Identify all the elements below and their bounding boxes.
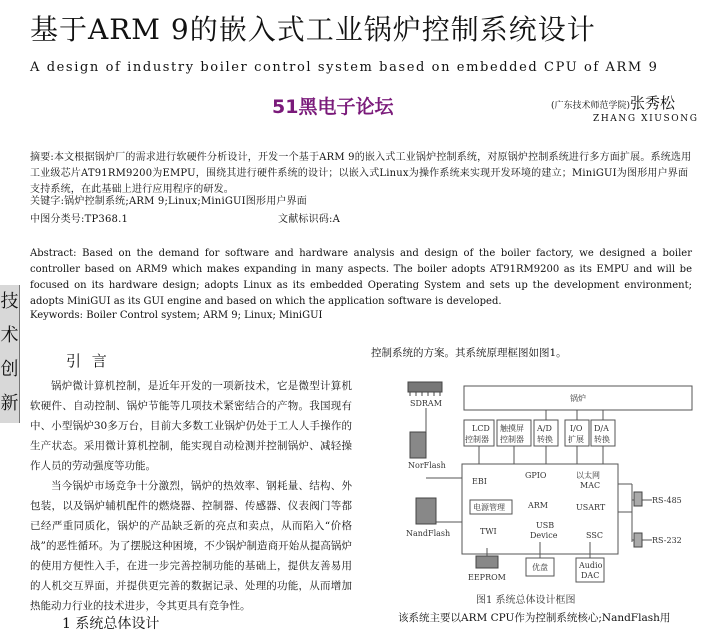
eeprom-chip-icon <box>476 556 498 568</box>
intro-paragraph: 当今锅炉市场竞争十分激烈，锅炉的热效率、钢耗量、结构、外包装，以及锅炉辅机配件的燃烧器、控制器、传感器、仪表阀门等都已经严重同质化，锅炉的产品缺乏新的亮点和卖点，从而陷入“价格战”的恶性循环。为了摆脱这种困境，不少锅炉制造商开始从提高锅炉的使用方便性入手，在进一步完善控制功能的基础上，提供友善易用的人机交互界面，并提供更完善的数据记录、处理的功能，从而增加热能动力行业的技术进步，令其更具有竞争性。 <box>30 480 352 612</box>
touch-controller-label: 控制器 <box>500 435 524 444</box>
abstract-cn <box>30 150 692 198</box>
keywords-en <box>30 310 323 321</box>
system-block-diagram <box>400 372 702 588</box>
rs485-connector-icon <box>634 492 642 506</box>
ebi-label: EBI <box>472 477 487 486</box>
intro-paragraph: 锅炉微计算机控制，是近年开发的一项新技术，它是微型计算机软硬件、自动控制、锅炉节能等几项技术紧密结合的产物。我国现有中、小型锅炉30多万台，目前大多数工业锅炉仍处于工人人手操作的生产状态。采用微计算机控制，能实现自动检测并控制锅炉、减轻操作人员的劳动强度等功能。 <box>30 380 352 472</box>
keywords-en-text: Boiler Control system; ARM 9; Linux; MiniGUI <box>86 310 323 321</box>
lcd-controller-box <box>464 420 494 446</box>
io-label: I/O <box>570 424 583 433</box>
keywords-cn-label: 关键字: <box>30 196 65 207</box>
abstract-cn-label: 摘要: <box>30 152 54 163</box>
touch-label: 触摸屏 <box>500 424 524 433</box>
side-tab-char: 新 <box>0 393 19 414</box>
udisk-label: 优盘 <box>532 563 548 572</box>
lcd-controller-label: 控制器 <box>465 435 489 444</box>
doc-code-value: A <box>332 214 341 225</box>
side-tab-char: 创 <box>0 359 19 380</box>
lcd-label: LCD <box>472 424 490 433</box>
da-convert-label: 转换 <box>594 435 610 444</box>
forum-watermark: 51黑电子论坛 <box>272 96 394 118</box>
paper-subtitle-en: A design of industry boiler control system based on embedded CPU of ARM 9 <box>30 60 659 75</box>
ssc-label: SSC <box>586 531 603 540</box>
intro-heading: 引 言 <box>66 352 110 370</box>
dac-label: DAC <box>581 571 600 580</box>
eeprom-label: EEPROM <box>468 573 506 582</box>
abstract-en <box>30 246 692 310</box>
side-tab-char: 术 <box>0 325 19 346</box>
nandflash-chip-icon <box>416 498 436 524</box>
io-expansion-box <box>565 420 589 446</box>
nandflash-label: NandFlash <box>406 529 451 538</box>
author-name-en: ZHANG XIUSONG <box>593 114 699 124</box>
norflash-chip-icon <box>410 432 426 458</box>
author-affiliation: (广东技术师范学院) <box>551 101 631 111</box>
classification-value: TP368.1 <box>84 214 129 225</box>
rs232-label: RS-232 <box>652 536 682 545</box>
abstract-en-text: Based on the demand for software and hardware analysis and design of the boiler factory, we designed a boiler controller based on ARM9 which makes expanding in many aspects. The boiler adopts AT91RM9200 as its EMPU and will be focused on its hardware design; adopts Linux as its embedded Operating System and sets up the development environment; adopts MiniGUI as its GUI engine and based on which the application software is developed. <box>30 248 692 307</box>
rs232-connector-icon <box>634 533 642 547</box>
arm-label: ARM <box>528 501 548 510</box>
side-tab-char: 技 <box>0 291 19 312</box>
gpio-label: GPIO <box>525 471 547 480</box>
mac-label: MAC <box>580 481 601 490</box>
abstract-en-label: Abstract: <box>30 248 77 259</box>
sdram-chip-icon <box>408 382 442 396</box>
sdram-label: SDRAM <box>410 399 442 408</box>
norflash-label: NorFlash <box>408 461 446 470</box>
classification-line <box>30 212 340 228</box>
io-expand-label: 扩展 <box>568 435 584 444</box>
boiler-label: 锅炉 <box>570 394 586 403</box>
author-line <box>551 92 675 113</box>
right-column-text-bottom: 该系统主要以ARM CPU作为控制系统核心;NandFlash用 <box>398 612 671 624</box>
twi-label: TWI <box>480 527 497 536</box>
rs485-label: RS-485 <box>652 496 682 505</box>
keywords-en-label: Keywords: <box>30 310 84 321</box>
ethernet-label: 以太网 <box>576 471 600 480</box>
da-converter-box <box>591 420 615 446</box>
figure-caption: 图1 系统总体设计框图 <box>476 595 576 606</box>
usb-label: USB <box>536 521 555 530</box>
ad-convert-label: 转换 <box>537 435 553 444</box>
ad-label: A/D <box>537 424 552 433</box>
da-label: D/A <box>594 424 609 433</box>
keywords-cn <box>30 194 307 210</box>
usb-device-label: Device <box>530 531 558 540</box>
classification-label: 中图分类号: <box>30 214 85 225</box>
author-name: 张秀松 <box>630 94 676 112</box>
ad-converter-box <box>534 420 558 446</box>
keywords-cn-text: 锅炉控制系统;ARM 9;Linux;MiniGUI图形用户界面 <box>64 196 308 207</box>
paper-title: 基于ARM 9的嵌入式工业锅炉控制系统设计 <box>30 13 596 46</box>
doc-code-label: 文献标识码: <box>278 214 333 225</box>
abstract-cn-text: 本文根据锅炉厂的需求进行软硬件分析设计，开发一个基于ARM 9的嵌入式工业锅炉控制系统，对原锅炉控制系统进行多方面扩展。系统选用工业级芯片AT91RM9200为EMPU，围绕其进行硬件系统的设计；以嵌入式Linux为操作系统来实现开发环境的建立；MiniGUI为图形用户界面支持系统，在此基础上进行应用程序的研发。 <box>30 152 692 195</box>
audio-label: Audio <box>579 561 603 570</box>
power-label: 电源管理 <box>473 503 505 512</box>
right-column-text: 控制系统的方案。其系统原理框图如图1。 <box>371 347 567 359</box>
usart-label: USART <box>576 503 606 512</box>
side-category-tab <box>0 285 20 423</box>
section-1-heading: 1 系统总体设计 <box>62 616 160 632</box>
touch-controller-box <box>497 420 531 446</box>
intro-body <box>30 376 352 616</box>
